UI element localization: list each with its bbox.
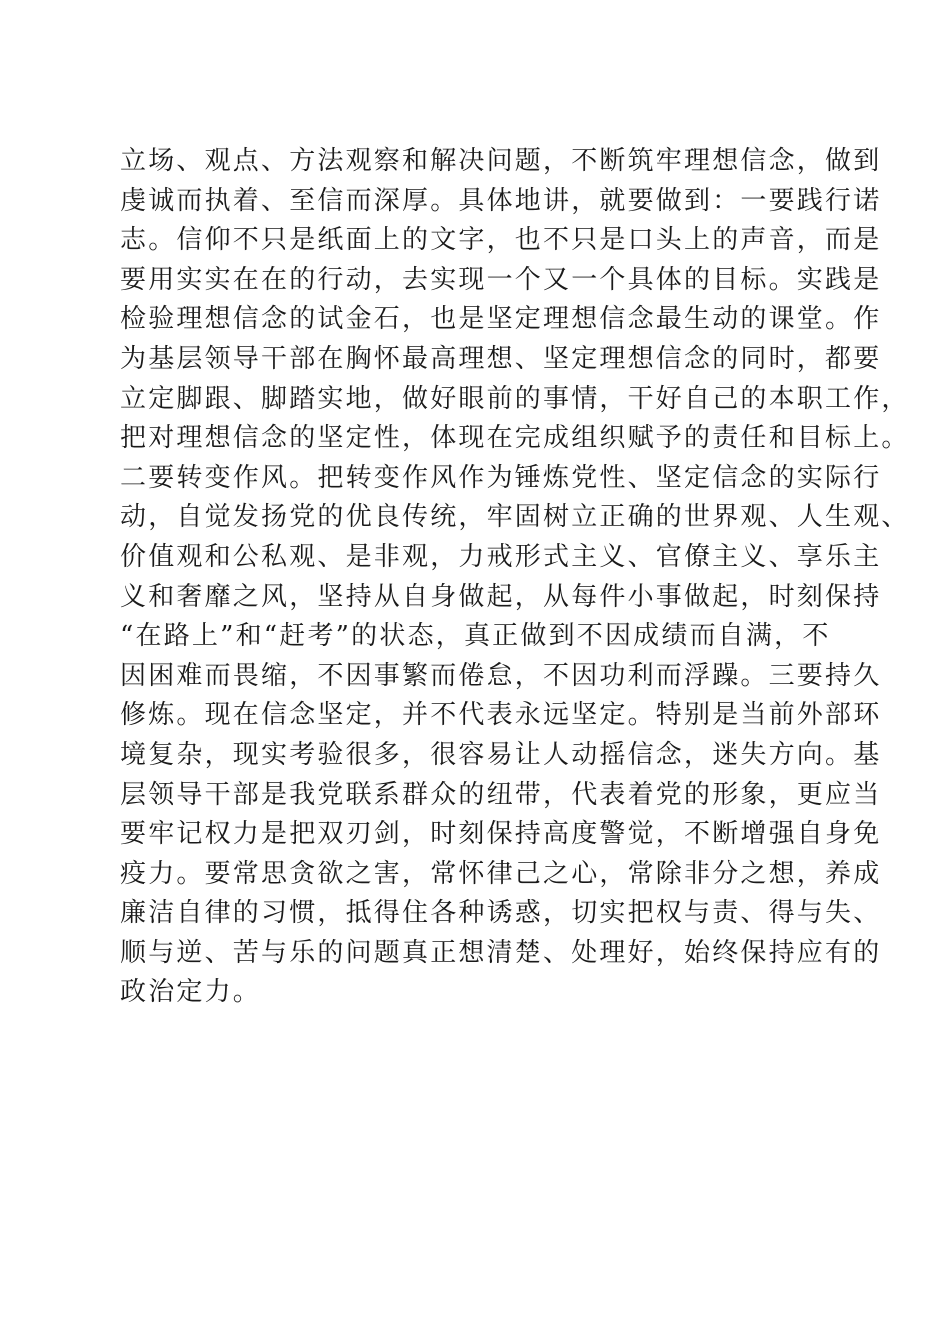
paragraph-line: 立场、观点、方法观察和解决问题，不断筑牢理想信念，做到: [120, 146, 882, 176]
paragraph-line: 政治定力。: [120, 977, 262, 1008]
paragraph-line: 修炼。现在信念坚定，并不代表永远坚定。特别是当前外部环: [120, 700, 882, 731]
paragraph-line: 立定脚跟、脚踏实地，做好眼前的事情，干好自己的本职工作，: [120, 383, 910, 414]
paragraph-line: 要用实实在在的行动，去实现一个又一个具体的目标。实践是: [120, 264, 882, 295]
paragraph-line: 价值观和公私观、是非观，力戒形式主义、官僚主义、享乐主: [120, 541, 882, 572]
paragraph-line: 因困难而畏缩，不因事繁而倦怠，不因功利而浮躁。三要持久: [120, 660, 882, 691]
paragraph-line: 志。信仰不只是纸面上的文字，也不只是口头上的声音，而是: [120, 225, 882, 256]
paragraph-line: 义和奢靡之风，坚持从自身做起，从每件小事做起，时刻保持: [120, 581, 882, 612]
paragraph-line: 动，自觉发扬党的优良传统，牢固树立正确的世界观、人生观、: [120, 502, 910, 533]
paragraph-line: 虔诚而执着、至信而深厚。具体地讲，就要做到：一要践行诺: [120, 185, 882, 216]
paragraph-line: 二要转变作风。把转变作风作为锤炼党性、坚定信念的实际行: [120, 462, 882, 493]
paragraph-line: 疫力。要常思贪欲之害，常怀律己之心，常除非分之想，养成: [120, 858, 882, 889]
paragraph-line: 检验理想信念的试金石，也是坚定理想信念最生动的课堂。作: [120, 304, 882, 335]
paragraph-line: 要牢记权力是把双刃剑，时刻保持高度警觉，不断增强自身免: [120, 819, 882, 850]
paragraph-line: “在路上”和“赶考”的状态，真正做到不因成绩而自满，不: [120, 621, 831, 652]
body-paragraph: [120, 142, 910, 1013]
paragraph-line: 境复杂，现实考验很多，很容易让人动摇信念，迷失方向。基: [120, 739, 882, 770]
paragraph-line: 把对理想信念的坚定性，体现在完成组织赋予的责任和目标上。: [120, 423, 910, 454]
paragraph-line: 廉洁自律的习惯，抵得住各种诱惑，切实把权与责、得与失、: [120, 898, 882, 929]
paragraph-line: 顺与逆、苦与乐的问题真正想清楚、处理好，始终保持应有的: [120, 937, 882, 968]
paragraph-line: 为基层领导干部在胸怀最高理想、坚定理想信念的同时，都要: [120, 343, 882, 374]
paragraph-line: 层领导干部是我党联系群众的纽带，代表着党的形象，更应当: [120, 779, 882, 810]
